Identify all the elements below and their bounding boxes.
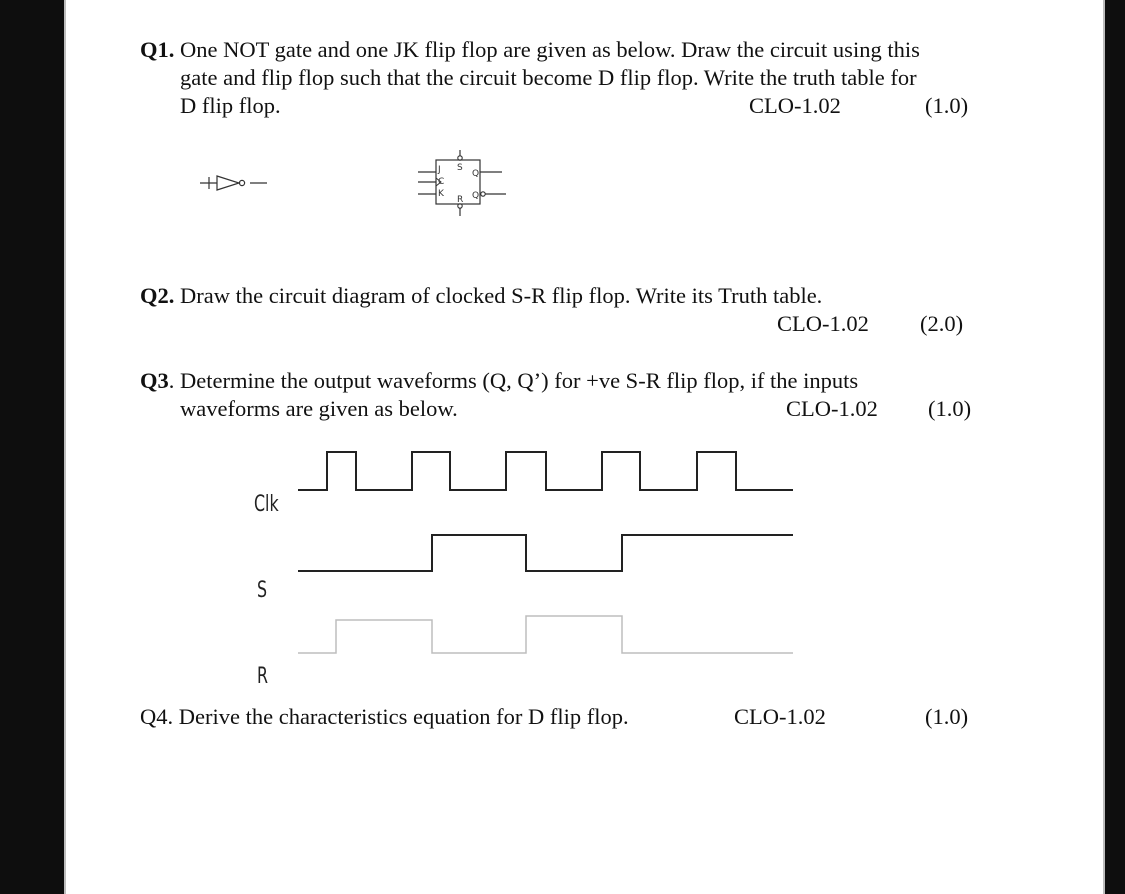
not-gate-symbol xyxy=(195,168,275,198)
q1-text-line-3: D flip flop. xyxy=(180,93,281,118)
waveform-diagram xyxy=(290,440,810,670)
q3-text-line-2: waveforms are given as below. xyxy=(180,396,458,421)
q4-text: Q4. Derive the characteristics equation for D flip flop. xyxy=(140,704,629,729)
q3-number: Q3 xyxy=(140,368,169,393)
s-waveform-label: S xyxy=(257,578,268,603)
clk-waveform-label: Clk xyxy=(254,492,279,517)
q1-text-line-2: gate and flip flop such that the circuit become D flip flop. Write the truth table for xyxy=(180,65,917,90)
r-waveform-label: R xyxy=(257,664,269,689)
q4-marks: (1.0) xyxy=(925,704,969,729)
q2-line xyxy=(140,282,822,310)
jk-pin-q-bar: Q xyxy=(472,191,480,201)
q1-number: Q1. xyxy=(140,37,175,62)
jk-pin-c: C xyxy=(438,177,445,187)
q2-marks: (2.0) xyxy=(920,311,964,336)
q3-text-line-1: . Determine the output waveforms (Q, Q’) for +ve S-R flip flop, if the inputs xyxy=(168,368,859,393)
jk-pin-j: J xyxy=(438,165,441,175)
r-waveform xyxy=(298,616,793,653)
left-dark-margin xyxy=(0,0,64,894)
jk-pin-k: K xyxy=(438,189,444,199)
right-dark-margin xyxy=(1105,0,1125,894)
jk-pin-r: R xyxy=(457,195,464,205)
clk-waveform xyxy=(298,452,793,490)
q3-line-1 xyxy=(140,367,858,395)
q4-clo: CLO-1.02 xyxy=(734,704,826,729)
q3-clo: CLO-1.02 xyxy=(786,396,878,421)
jk-pin-q: Q xyxy=(472,169,480,179)
q1-line-1 xyxy=(140,36,920,64)
q2-text: Draw the circuit diagram of clocked S-R flip flop. Write its Truth table. xyxy=(180,283,823,308)
jk-flip-flop-symbol xyxy=(410,148,520,228)
s-waveform xyxy=(298,535,793,571)
q1-text-line-1: One NOT gate and one JK flip flop are given as below. Draw the circuit using this xyxy=(180,37,920,62)
q1-clo: CLO-1.02 xyxy=(749,93,841,118)
page-left-edge xyxy=(64,0,66,894)
q1-marks: (1.0) xyxy=(925,93,969,118)
q3-marks: (1.0) xyxy=(928,396,972,421)
jk-pin-s: S xyxy=(457,163,463,173)
q2-number: Q2. xyxy=(140,283,175,308)
q2-clo: CLO-1.02 xyxy=(777,311,869,336)
